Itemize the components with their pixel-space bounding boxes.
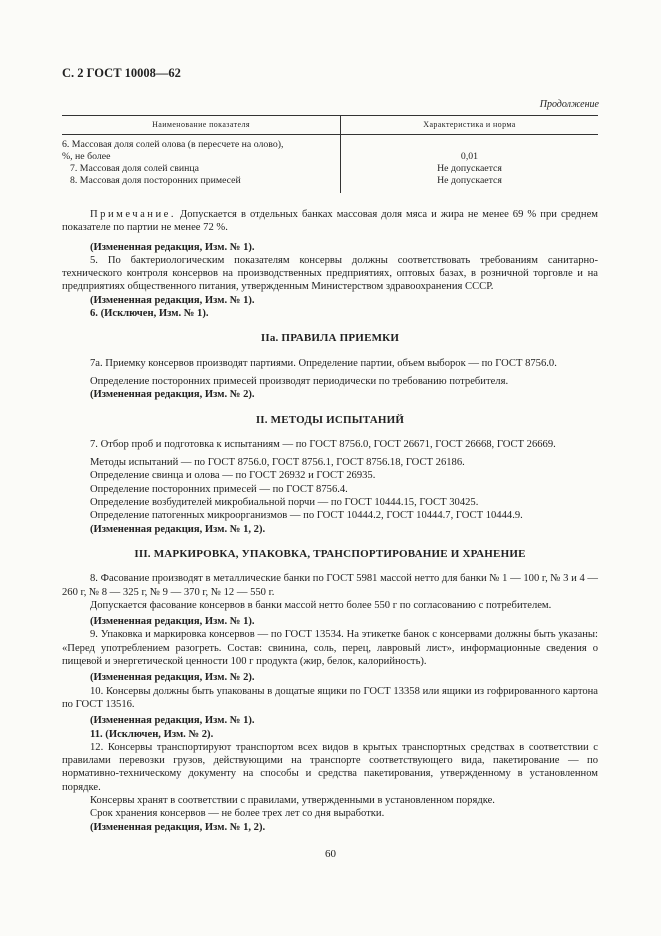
clause-5: 5. По бактериологическим показателям консервы должны соответствовать требованиям санитарно-технического контроля консервов на производственных предприятиях, оптовых базах, в розничной торговле и на предприятиях общественного питания, утвержденным Министерством здравоохранения СССР. — [62, 254, 598, 293]
amendment-note: (Измененная редакция, Изм. № 1, 2). — [90, 523, 266, 535]
amendment-note: (Измененная редакция, Изм. № 1). — [90, 616, 255, 628]
note-paragraph — [62, 208, 598, 235]
row-value: 0,01 — [460, 151, 479, 162]
section-title-acceptance: IIa. ПРАВИЛА ПРИЕМКИ — [260, 332, 400, 345]
spec-table — [62, 115, 598, 193]
row-name: 7. Массовая доля солей свинца — [62, 163, 341, 175]
clause-7a: 7а. Приемку консервов производят партиями. Определение партии, объем выборок — по ГОСТ 8756.0. — [90, 357, 557, 369]
clause-11-text: 11. (Исключен, Изм. № 2). — [90, 728, 214, 740]
clause-12: 12. Консервы транспортируют транспортом всех видов в крытых транспортных средствах в соответствии с правилами перевозки грузов, действующими на транспорте соответствующего вида, пакетирование — по нормативно-техническому документу на способы и средства пакетирования, утвержденному в установленном порядке. — [62, 741, 598, 793]
amendment-note: (Измененная редакция, Изм. № 1). — [90, 294, 255, 306]
clause-7: 7. Отбор проб и подготовка к испытаниям — по ГОСТ 8756.0, ГОСТ 26671, ГОСТ 26668, ГОСТ 26669. — [90, 438, 556, 450]
paragraph: Методы испытаний — по ГОСТ 8756.0, ГОСТ 8756.1, ГОСТ 8756.18, ГОСТ 26186. — [90, 457, 465, 469]
table-row — [62, 151, 598, 163]
page-number: 60 — [325, 848, 336, 860]
continuation-label: Продолжение — [539, 99, 599, 110]
document-body — [62, 208, 598, 834]
paragraph: Определение посторонних примесей производят периодически по требованию потребителя. — [90, 375, 509, 387]
row-name: %, не более — [62, 151, 341, 163]
note-label: Примечание. — [90, 209, 176, 220]
paragraph: Определение возбудителей микробиальной порчи — по ГОСТ 10444.15, ГОСТ 30425. — [90, 497, 479, 509]
page-header: С. 2 ГОСТ 10008—62 — [62, 66, 181, 80]
amendment-note: (Измененная редакция, Изм. № 1). — [90, 715, 255, 727]
amendment-note: (Измененная редакция, Изм. № 2). — [90, 672, 255, 684]
section-title-methods: II. МЕТОДЫ ИСПЫТАНИЙ — [255, 413, 405, 426]
note-text: Допускается в отдельных банках массовая доля мяса и жира не менее 69 % при среднем показателе по партии не менее 72 %. — [62, 209, 598, 234]
clause-6: 6. (Исключен, Изм. № 1). — [90, 308, 209, 320]
table-row — [62, 163, 598, 175]
paragraph: Срок хранения консервов — не более трех лет со дня выработки. — [90, 808, 385, 820]
amendment-note: (Измененная редакция, Изм. № 1). — [90, 241, 255, 253]
clause-8: 8. Фасование производят в металлические банки по ГОСТ 5981 массой нетто для банки № 1 — 100 г, № 3 и 4 — 260 г, № 8 — 325 г, № 9 — 370 г, № 12 — 550 г. — [62, 573, 598, 598]
clause-11 — [62, 728, 598, 741]
row-value — [341, 135, 599, 152]
clause-10: 10. Консервы должны быть упакованы в дощатые ящики по ГОСТ 13358 или ящики из гофрированного картона по ГОСТ 13516. — [62, 685, 598, 710]
paragraph: Допускается фасование консервов в банки массой нетто более 550 г по согласованию с потребителем. — [90, 599, 552, 611]
row-value: Не допускается — [437, 175, 502, 186]
row-value: Не допускается — [437, 163, 502, 174]
table-header-indicator: Наименование показателя — [62, 116, 341, 135]
clause-9: 9. Упаковка и маркировка консервов — по ГОСТ 13534. На этикетке банок с консервами должны быть указаны: «Перед употреблением разогреть. Состав: свинина, соль, перец, лавровый лист», информационные сведения о пищевой и энергетической ценности 100 г продукта (жир, белок, калорийность). — [62, 629, 598, 668]
paragraph: Определение патогенных микроорганизмов — по ГОСТ 10444.2, ГОСТ 10444.7, ГОСТ 10444.9. — [90, 510, 523, 522]
row-name: 8. Массовая доля посторонних примесей — [62, 175, 341, 193]
section-title-marking: III. МАРКИРОВКА, УПАКОВКА, ТРАНСПОРТИРОВАНИЕ И ХРАНЕНИЕ — [134, 547, 526, 560]
table-header-norm: Характеристика и норма — [341, 116, 599, 135]
table-row — [62, 175, 598, 193]
table-header-row — [62, 116, 598, 135]
table-row — [62, 135, 598, 152]
paragraph: Консервы хранят в соответствии с правилами, утвержденными в установленном порядке. — [90, 794, 495, 806]
amendment-note: (Измененная редакция, Изм. № 2). — [90, 389, 255, 401]
paragraph: Определение свинца и олова — по ГОСТ 26932 и ГОСТ 26935. — [90, 470, 376, 482]
amendment-note: (Измененная редакция, Изм. № 1, 2). — [90, 821, 266, 833]
paragraph: Определение посторонних примесей — по ГОСТ 8756.4. — [90, 483, 348, 495]
row-name: 6. Массовая доля солей олова (в пересчете на олово), — [62, 135, 341, 152]
